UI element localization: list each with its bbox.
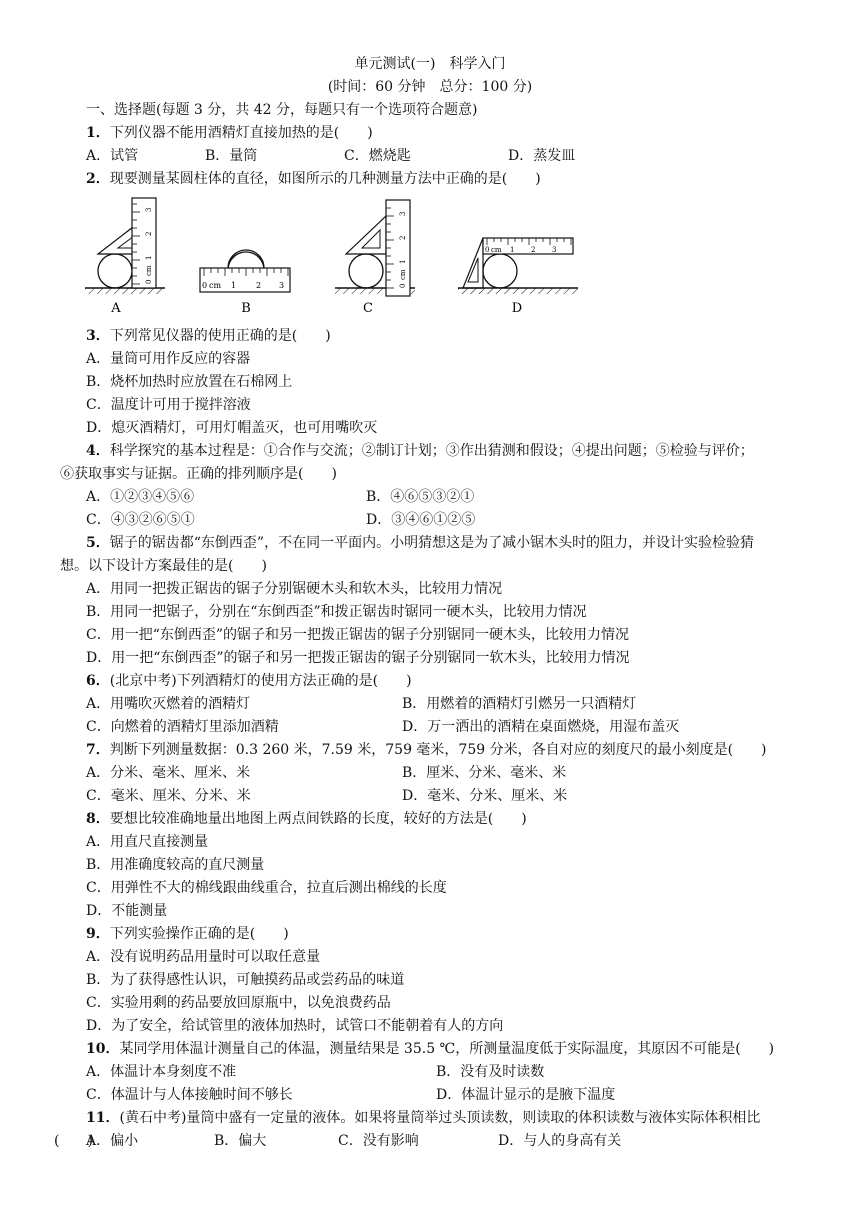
question-number: 2． xyxy=(86,171,110,187)
option-d: D．③④⑥①②⑤ xyxy=(366,512,476,528)
option-d: D．为了安全，给试管里的液体加热时，试管口不能朝着有人的方向 xyxy=(86,1018,504,1034)
ruler-unit: cm xyxy=(145,265,153,276)
figure-label-a: A xyxy=(111,301,121,316)
ruler-two: 2 xyxy=(256,281,262,290)
page-subtitle: (时间：60 分钟 总分：100 分) xyxy=(327,79,533,95)
option-d: D．体温计显示的是腋下温度 xyxy=(436,1087,616,1103)
option-d: D．不能测量 xyxy=(86,903,168,919)
figure-label-b: B xyxy=(241,301,251,316)
question-text: 要想比较准确地量出地图上两点间铁路的长度，较好的方法是( ) xyxy=(109,811,527,827)
question-2 xyxy=(86,170,541,188)
ruler-one: 1 xyxy=(399,259,407,264)
option-a: A．体温计本身刻度不准 xyxy=(86,1064,237,1080)
option-c: C．没有影响 xyxy=(338,1133,419,1149)
ruler-three: 3 xyxy=(279,281,285,290)
question-number: 10． xyxy=(86,1041,120,1057)
question-6 xyxy=(86,672,412,690)
figure-label-d: D xyxy=(511,301,523,316)
figure-label-c: C xyxy=(363,301,373,316)
option-d: D．万一洒出的酒精在桌面燃烧，用湿布盖灭 xyxy=(402,719,680,735)
option-c: C．毫米、厘米、分米、米 xyxy=(86,788,251,804)
ruler-three: 3 xyxy=(552,246,557,254)
question-text: 下列仪器不能用酒精灯直接加热的是( ) xyxy=(109,125,373,141)
option-a: A．分米、毫米、厘米、米 xyxy=(86,765,251,781)
option-b: B．量筒 xyxy=(205,148,258,164)
question-number: 6． xyxy=(86,673,110,689)
question-text: 科学探究的基本过程是：①合作与交流；②制订计划；③作出猜测和假设；④提出问题；⑤检验与评价； xyxy=(109,443,754,459)
ruler-three: 3 xyxy=(399,211,407,216)
question-3 xyxy=(86,327,331,345)
question-11 xyxy=(86,1109,760,1127)
measurement-figure xyxy=(80,192,600,320)
question-number: 5． xyxy=(86,535,110,551)
option-b: B．用准确度较高的直尺测量 xyxy=(86,857,265,873)
question-number: 9． xyxy=(86,926,110,942)
option-b: B．④⑥⑤③②① xyxy=(366,489,475,505)
question-1 xyxy=(86,124,373,142)
question-5 xyxy=(86,534,754,552)
figure-a xyxy=(85,198,165,316)
question-7 xyxy=(86,741,767,759)
ruler-zero: 0 xyxy=(485,246,490,254)
question-text: 某同学用体温计测量自己的体温，测量结果是 35.5 ℃，所测量温度低于实际温度，其原因不可能是( ) xyxy=(119,1041,775,1057)
option-c: C．用一把“东倒西歪”的锯子和另一把拨正锯齿的锯子分别锯同一硬木头，比较用力情况 xyxy=(86,627,630,643)
question-4-cont: ⑥获取事实与证据。正确的排列顺序是( ) xyxy=(60,466,337,482)
ruler-three: 3 xyxy=(145,207,153,212)
section-heading: 一、选择题(每题 3 分，共 42 分，每题只有一个选项符合题意) xyxy=(86,102,478,118)
ruler-zero: 0 xyxy=(399,283,407,288)
option-b: B．厘米、分米、毫米、米 xyxy=(402,765,567,781)
question-number: 4． xyxy=(86,443,110,459)
option-a: A．试管 xyxy=(86,148,139,164)
option-d: D．用一把“东倒西歪”的锯子和另一把拨正锯齿的锯子分别锯同一软木头，比较用力情况 xyxy=(86,650,630,666)
question-number: 8． xyxy=(86,811,110,827)
ruler-unit: cm xyxy=(399,269,407,280)
question-number: 1． xyxy=(86,125,110,141)
option-c: C．体温计与人体接触时间不够长 xyxy=(86,1087,293,1103)
ruler-one: 1 xyxy=(510,246,515,254)
option-c: C．燃烧匙 xyxy=(344,148,411,164)
ruler-zero: 0 xyxy=(202,281,208,290)
option-b: B．为了获得感性认识，可触摸药品或尝药品的味道 xyxy=(86,972,405,988)
option-c: C．向燃着的酒精灯里添加酒精 xyxy=(86,719,279,735)
option-c: C．④③②⑥⑤① xyxy=(86,512,195,528)
question-number: 11． xyxy=(86,1110,120,1126)
option-c: C．用弹性不大的棉线跟曲线重合，拉直后测出棉线的长度 xyxy=(86,880,447,896)
ruler-two: 2 xyxy=(399,235,407,240)
question-10 xyxy=(86,1040,774,1058)
question-text: 现要测量某圆柱体的直径，如图所示的几种测量方法中正确的是( ) xyxy=(109,171,541,187)
question-number: 7． xyxy=(86,742,110,758)
option-b: B．用同一把锯子，分别在“东倒西歪”和拨正锯齿时锯同一硬木头，比较用力情况 xyxy=(86,604,587,620)
option-a: A．偏小 xyxy=(86,1133,139,1149)
question-text: 锯子的锯齿都“东倒西歪”，不在同一平面内。小明猜想这是为了减小锯木头时的阻力，并设计实验检验猜 xyxy=(109,535,755,551)
ruler-unit: cm xyxy=(491,246,502,254)
question-text: 下列实验操作正确的是( ) xyxy=(109,926,289,942)
option-d: D．与人的身高有关 xyxy=(498,1133,622,1149)
question-number: 3． xyxy=(86,328,110,344)
option-a: A．量筒可用作反应的容器 xyxy=(86,351,251,367)
figure-c xyxy=(335,200,415,316)
question-11-cont: ( ) xyxy=(54,1133,93,1149)
option-a: A．没有说明药品用量时可以取任意量 xyxy=(86,949,321,965)
question-text: (黄石中考)量筒中盛有一定量的液体。如果将量筒举过头顶读数，则读取的体积读数与液体实际体积相比 xyxy=(119,1110,761,1126)
option-a: A．①②③④⑤⑥ xyxy=(86,489,195,505)
question-9 xyxy=(86,925,289,943)
option-c: C．实验用剩的药品要放回原瓶中，以免浪费药品 xyxy=(86,995,391,1011)
page-title: 单元测试(一) 科学入门 xyxy=(354,56,506,72)
ruler-one: 1 xyxy=(231,281,237,290)
question-4 xyxy=(86,442,754,460)
option-b: B．烧杯加热时应放置在石棉网上 xyxy=(86,374,293,390)
ruler-two: 2 xyxy=(145,231,153,236)
question-text: 判断下列测量数据：0.3 260 米，7.59 米，759 毫米，759 分米，各自对应的刻度尺的最小刻度是( ) xyxy=(109,742,767,758)
option-a: A．用直尺直接测量 xyxy=(86,834,209,850)
ruler-one: 1 xyxy=(145,255,153,260)
ruler-zero: 0 xyxy=(145,279,153,284)
question-8 xyxy=(86,810,527,828)
option-b: B．偏大 xyxy=(214,1133,267,1149)
figure-b xyxy=(200,250,290,316)
option-b: B．用燃着的酒精灯引燃另一只酒精灯 xyxy=(402,696,637,712)
option-d: D．毫米、分米、厘米、米 xyxy=(402,788,568,804)
question-5-cont: 想。以下设计方案最佳的是( ) xyxy=(60,558,267,574)
figure-d xyxy=(458,238,578,316)
option-d: D．熄灭酒精灯，可用灯帽盖灭，也可用嘴吹灭 xyxy=(86,420,378,436)
ruler-unit: cm xyxy=(209,281,222,290)
option-a: A．用嘴吹灭燃着的酒精灯 xyxy=(86,696,251,712)
option-c: C．温度计可用于搅拌溶液 xyxy=(86,397,251,413)
option-d: D．蒸发皿 xyxy=(508,148,576,164)
ruler-two: 2 xyxy=(531,246,536,254)
question-text: (北京中考)下列酒精灯的使用方法正确的是( ) xyxy=(109,673,412,689)
option-a: A．用同一把拨正锯齿的锯子分别锯硬木头和软木头，比较用力情况 xyxy=(86,581,503,597)
question-text: 下列常见仪器的使用正确的是( ) xyxy=(109,328,331,344)
option-b: B．没有及时读数 xyxy=(436,1064,545,1080)
